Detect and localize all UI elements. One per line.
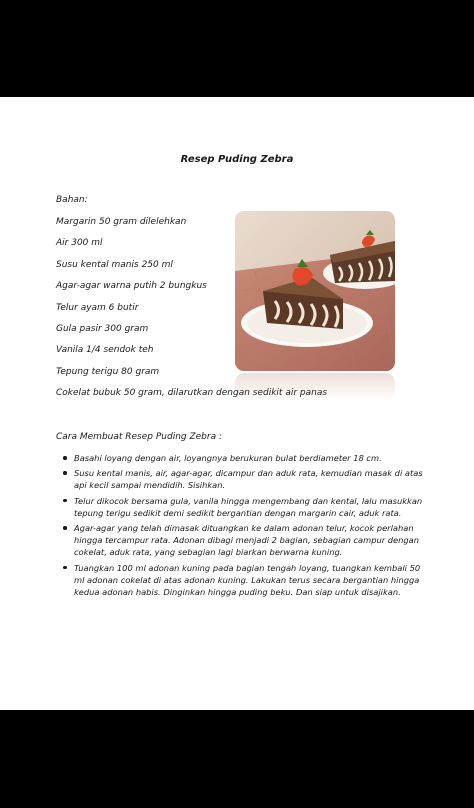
steps-list	[74, 452, 424, 601]
ingredient-item: Air 300 ml	[56, 238, 103, 248]
step-item: Agar-agar yang telah dimasak dituangkan ke dalam adonan telur, kocok perlahan hingga tercampur rata. Adonan dibagi menjadi 2 bagian, sebagian campur dengan cokelat, aduk rata, yang sebagian lagi biarkan berwarna kuning.	[74, 522, 424, 559]
ingredient-item: Telur ayam 6 butir	[56, 303, 139, 313]
step-item: Basahi loyang dengan air, loyangnya berukuran bulat berdiameter 18 cm.	[74, 452, 424, 464]
ingredient-item: Agar-agar warna putih 2 bungkus	[56, 281, 207, 291]
ingredient-item: Vanila 1/4 sendok teh	[56, 345, 154, 355]
ingredient-item: Cokelat bubuk 50 gram, dilarutkan dengan sedikit air panas	[56, 388, 328, 398]
step-item: Tuangkan 100 ml adonan kuning pada bagian tengah loyang, tuangkan kembali 50 ml adonan cokelat di atas adonan kuning. Lakukan terus secara bergantian hingga kedua adonan habis. Dinginkan hingga puding beku. Dan siap untuk disajikan.	[74, 562, 424, 599]
steps-heading: Cara Membuat Resep Puding Zebra :	[56, 432, 223, 442]
zebra-pudding-photo	[235, 211, 395, 371]
ingredient-item: Susu kental manis 250 ml	[56, 260, 173, 270]
document-page	[0, 97, 474, 710]
photo-reflection	[235, 373, 395, 401]
ingredient-item: Margarin 50 gram dilelehkan	[56, 217, 187, 227]
step-item: Telur dikocok bersama gula, vanila hingga mengembang dan kental, lalu masukkan tepung terigu sedikit demi sedikit bergantian dengan margarin cair, aduk rata.	[74, 495, 423, 518]
step-item: Susu kental manis, air, agar-agar, dicampur dan aduk rata, kemudian masak di atas api kecil sampai mendidih. Sisihkan.	[74, 468, 423, 491]
recipe-title: Resep Puding Zebra	[180, 154, 294, 165]
ingredient-item: Gula pasir 300 gram	[56, 324, 149, 334]
ingredients-heading: Bahan:	[56, 195, 88, 205]
ingredient-item: Tepung terigu 80 gram	[56, 367, 160, 377]
